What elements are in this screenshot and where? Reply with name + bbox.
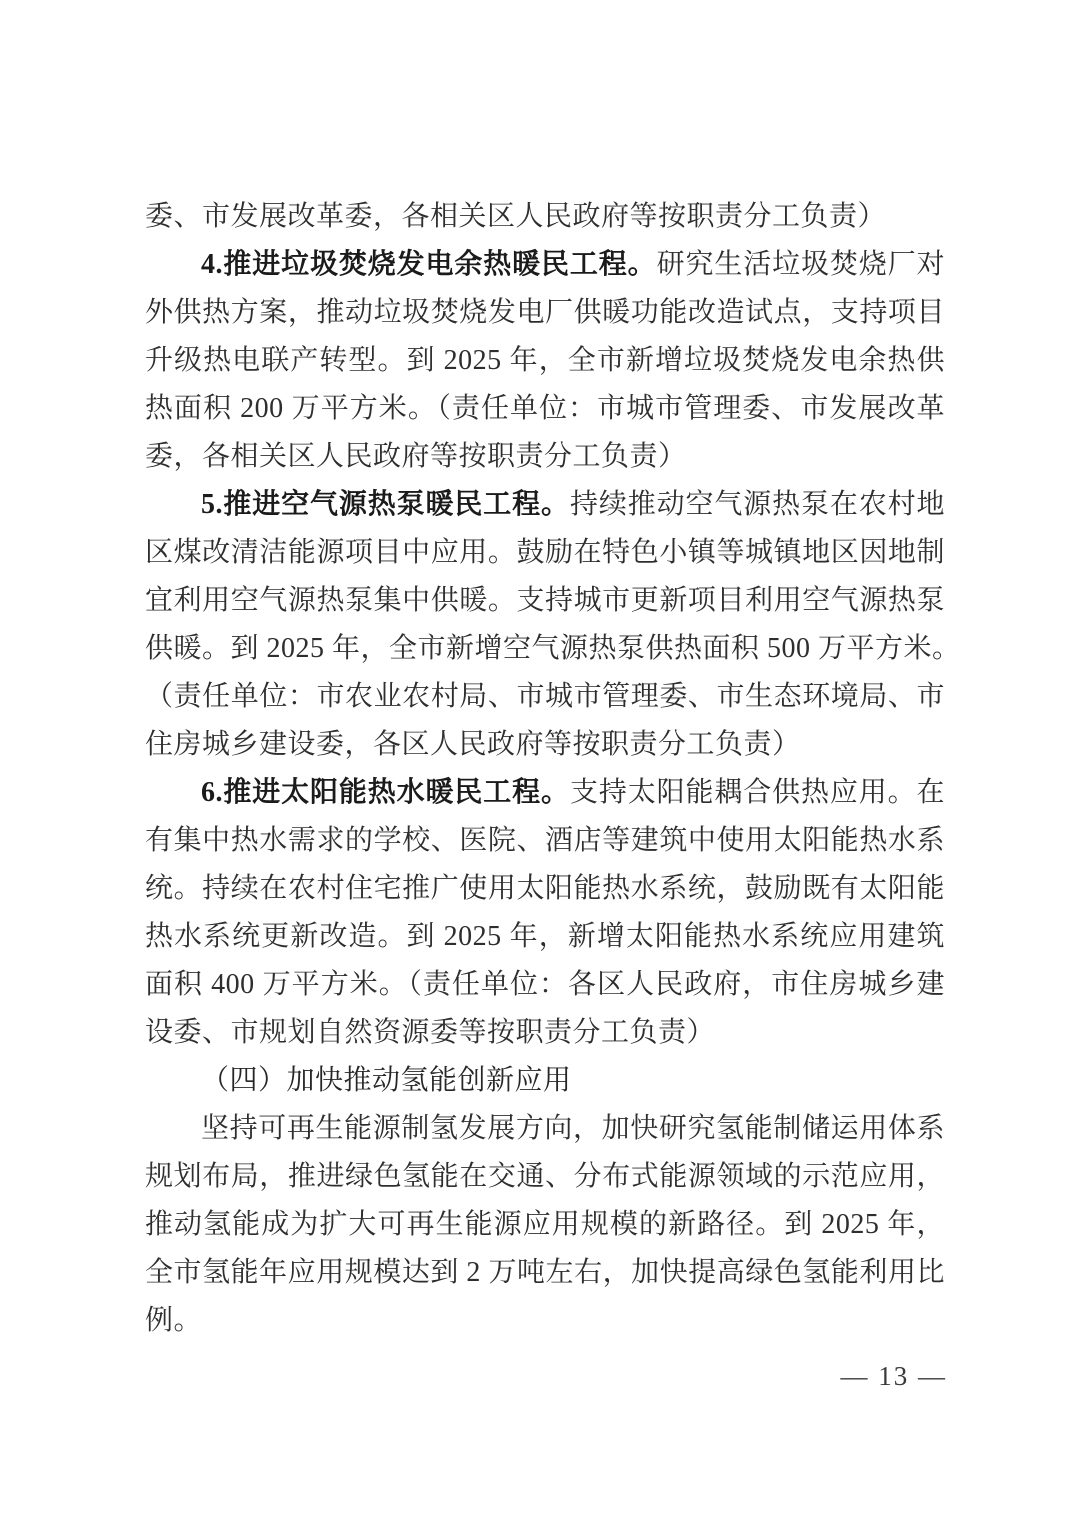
text-line	[145, 193, 945, 241]
body-text-segment: 宜利用空气源热泵集中供暖。支持城市更新项目利用空气源热泵	[145, 585, 945, 616]
body-text-segment: 例。	[145, 1305, 203, 1336]
body-text-segment: 持续推动空气源热泵在农村地	[569, 489, 945, 520]
item-heading-text: 5.推进空气源热泵暖民工程。	[201, 489, 570, 520]
body-text-segment: 住房城乡建设委，各区人民政府等按职责分工负责）	[145, 729, 801, 760]
body-text-segment: 推动氢能成为扩大可再生能源应用规模的新路径。到 2025 年，	[145, 1209, 945, 1240]
text-line	[145, 673, 945, 721]
text-line	[145, 241, 945, 289]
document-body	[145, 193, 961, 1345]
text-line	[145, 721, 945, 769]
text-line	[145, 817, 945, 865]
text-line	[145, 337, 945, 385]
body-text-segment: 升级热电联产转型。到 2025 年，全市新增垃圾焚烧发电余热供	[145, 345, 945, 376]
text-line	[145, 913, 945, 961]
text-line	[145, 1105, 945, 1153]
body-text-segment: 设委、市规划自然资源委等按职责分工负责）	[145, 1017, 716, 1048]
text-line	[145, 1153, 945, 1201]
text-line	[145, 1249, 945, 1297]
body-text-segment: 统。持续在农村住宅推广使用太阳能热水系统，鼓励既有太阳能	[145, 873, 945, 904]
body-text-segment: 外供热方案，推动垃圾焚烧发电厂供暖功能改造试点，支持项目	[145, 297, 945, 328]
text-line	[145, 769, 945, 817]
text-line	[145, 577, 945, 625]
text-line	[145, 1009, 945, 1057]
body-text-segment: 研究生活垃圾焚烧厂对	[656, 249, 945, 280]
body-text-segment: 供暖。到 2025 年，全市新增空气源热泵供热面积 500 万平方米。	[145, 633, 961, 664]
body-text-segment: 热水系统更新改造。到 2025 年，新增太阳能热水系统应用建筑	[145, 921, 945, 952]
text-line	[145, 385, 945, 433]
text-line	[145, 481, 945, 529]
text-line	[145, 625, 961, 673]
body-text-segment: 全市氢能年应用规模达到 2 万吨左右，加快提高绿色氢能利用比	[145, 1257, 945, 1288]
body-text-segment: 规划布局，推进绿色氢能在交通、分布式能源领域的示范应用，	[145, 1161, 945, 1192]
text-line	[145, 865, 945, 913]
text-line	[145, 961, 945, 1009]
body-text-segment: 面积 400 万平方米。（责任单位：各区人民政府，市住房城乡建	[145, 969, 945, 1000]
page-number: — 13 —	[840, 1361, 947, 1391]
body-text-segment: 委、市发展改革委，各相关区人民政府等按职责分工负责）	[145, 201, 887, 232]
body-text-segment: 坚持可再生能源制氢发展方向，加快研究氢能制储运用体系	[201, 1113, 945, 1144]
text-line	[145, 1201, 945, 1249]
body-text-segment: 热面积 200 万平方米。（责任单位：市城市管理委、市发展改革	[145, 393, 945, 424]
text-line	[145, 529, 945, 577]
item-heading-text: 6.推进太阳能热水暖民工程。	[201, 777, 570, 808]
text-line	[145, 289, 945, 337]
body-text-segment: 委，各相关区人民政府等按职责分工负责）	[145, 441, 687, 472]
text-line	[145, 1297, 945, 1345]
item-heading-text: 4.推进垃圾焚烧发电余热暖民工程。	[201, 249, 657, 280]
text-line	[145, 433, 945, 481]
body-text-segment: （四）加快推动氢能创新应用	[201, 1065, 572, 1096]
body-text-segment: （责任单位：市农业农村局、市城市管理委、市生态环境局、市	[145, 681, 945, 712]
body-text-segment: 有集中热水需求的学校、医院、酒店等建筑中使用太阳能热水系	[145, 825, 945, 856]
body-text-segment: 支持太阳能耦合供热应用。在	[569, 777, 945, 808]
text-line	[145, 1057, 945, 1105]
body-text-segment: 区煤改清洁能源项目中应用。鼓励在特色小镇等城镇地区因地制	[145, 537, 945, 568]
